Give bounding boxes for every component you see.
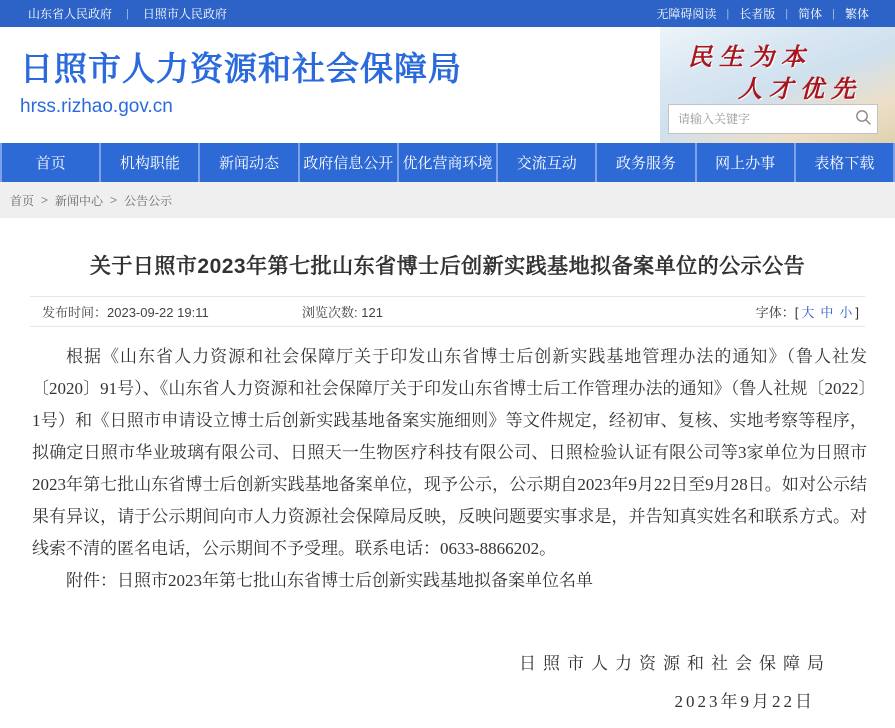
article-attachment-line: 附件：日照市2023年第七批山东省博士后创新实践基地拟备案单位名单 xyxy=(66,571,593,590)
signature-organization: 日照市人力资源和社会保障局 xyxy=(519,654,831,673)
topbar-separator: | xyxy=(832,7,835,20)
topbar-link-elder-version[interactable]: 长者版 xyxy=(739,7,776,21)
search-button[interactable] xyxy=(849,105,877,133)
font-size-label: 字体： xyxy=(755,305,795,320)
nav-item-online-affairs[interactable]: 网上办事 xyxy=(697,143,796,182)
bracket-close: ] xyxy=(855,305,859,320)
breadcrumb-link-news-center[interactable]: 新闻中心 xyxy=(55,193,104,208)
topbar-left-links xyxy=(28,5,227,22)
site-title: 日照市人力资源和社会保障局 xyxy=(20,50,462,87)
breadcrumb-link-home[interactable]: 首页 xyxy=(10,193,35,208)
site-url: hrss.rizhao.gov.cn xyxy=(20,96,173,117)
nav-item-home[interactable]: 首页 xyxy=(0,143,101,182)
site-identity[interactable] xyxy=(20,43,462,118)
view-count-value: 121 xyxy=(361,305,383,320)
topbar-link-rizhao-gov[interactable]: 日照市人民政府 xyxy=(142,7,227,21)
topbar-separator: | xyxy=(785,7,789,20)
article-meta-bar xyxy=(30,296,865,327)
font-size-switcher xyxy=(756,302,865,321)
nav-item-interaction[interactable]: 交流互动 xyxy=(498,143,597,182)
topbar-link-traditional-chinese[interactable]: 繁体 xyxy=(844,7,869,21)
font-size-large-button[interactable]: 大 xyxy=(801,305,815,320)
nav-item-news[interactable]: 新闻动态 xyxy=(200,143,299,182)
article-body xyxy=(32,341,867,597)
publish-time-label: 发布时间： xyxy=(42,305,108,320)
slogan-line-1: 民生为本 xyxy=(688,45,812,71)
publish-time-value: 2023-09-22 19:11 xyxy=(107,305,209,320)
search-input[interactable] xyxy=(669,105,849,133)
topbar-link-shandong-gov[interactable]: 山东省人民政府 xyxy=(28,7,113,21)
top-utility-bar xyxy=(0,0,895,27)
topbar-separator: | xyxy=(126,7,129,20)
topbar-separator: | xyxy=(726,7,730,20)
site-header xyxy=(0,27,895,143)
search-box xyxy=(668,104,878,134)
magnifier-icon xyxy=(855,109,872,129)
topbar-right-links xyxy=(656,5,869,22)
bracket-open: [ xyxy=(794,305,799,320)
topbar-link-simplified-chinese[interactable]: 简体 xyxy=(798,7,823,21)
publish-time xyxy=(30,302,302,321)
slogan-line-2: 人才优先 xyxy=(738,77,862,103)
breadcrumb-separator: > xyxy=(41,193,49,207)
signature-date: 2023年9月22日 xyxy=(674,692,815,711)
article-container xyxy=(0,218,895,712)
breadcrumb-separator: > xyxy=(110,193,118,207)
view-count-label: 浏览次数: xyxy=(302,305,362,320)
breadcrumb-link-announcements[interactable]: 公告公示 xyxy=(124,193,173,208)
font-size-medium-button[interactable]: 中 xyxy=(820,305,834,320)
nav-item-org-functions[interactable]: 机构职能 xyxy=(101,143,200,182)
nav-item-gov-info-disclosure[interactable]: 政府信息公开 xyxy=(300,143,399,182)
topbar-link-accessibility[interactable]: 无障碍阅读 xyxy=(656,7,717,21)
article-paragraph: 根据《山东省人力资源和社会保障厅关于印发山东省博士后创新实践基地管理办法的通知》（鲁人社发〔2020〕91号）、《山东省人力资源和社会保障厅关于印发山东省博士后工作管理办法的通知》（鲁人社规〔2022〕1号）和《日照市申请设立博士后创新实践基地备案实施细则》等文件规定，经初审、复核、实地考察等程序，拟确定日照市华业玻璃有限公司、日照天一生物医疗科技有限公司、日照检验认证有限公司等3家单位为日照市2023年第七批山东省博士后创新实践基地备案单位，现予公示，公示期自2023年9月22日至9月28日。如对公示结果有异议，请于公示期间向市人力资源社会保障局反映，反映问题要实事求是，并告知真实姓名和联系方式。对线索不清的匿名电话，公示期间不予受理。联系电话：0633-8866202。 xyxy=(32,347,867,558)
main-nav xyxy=(0,143,895,182)
article-title: 关于日照市2023年第七批山东省博士后创新实践基地拟备案单位的公示公告 xyxy=(89,255,806,278)
breadcrumb xyxy=(0,182,895,218)
view-count xyxy=(302,302,383,321)
nav-item-business-environment[interactable]: 优化营商环境 xyxy=(399,143,498,182)
nav-item-form-downloads[interactable]: 表格下载 xyxy=(796,143,895,182)
font-size-small-button[interactable]: 小 xyxy=(839,305,853,320)
header-banner-image xyxy=(660,27,895,143)
article-signature xyxy=(0,649,895,712)
nav-item-gov-services[interactable]: 政务服务 xyxy=(597,143,696,182)
